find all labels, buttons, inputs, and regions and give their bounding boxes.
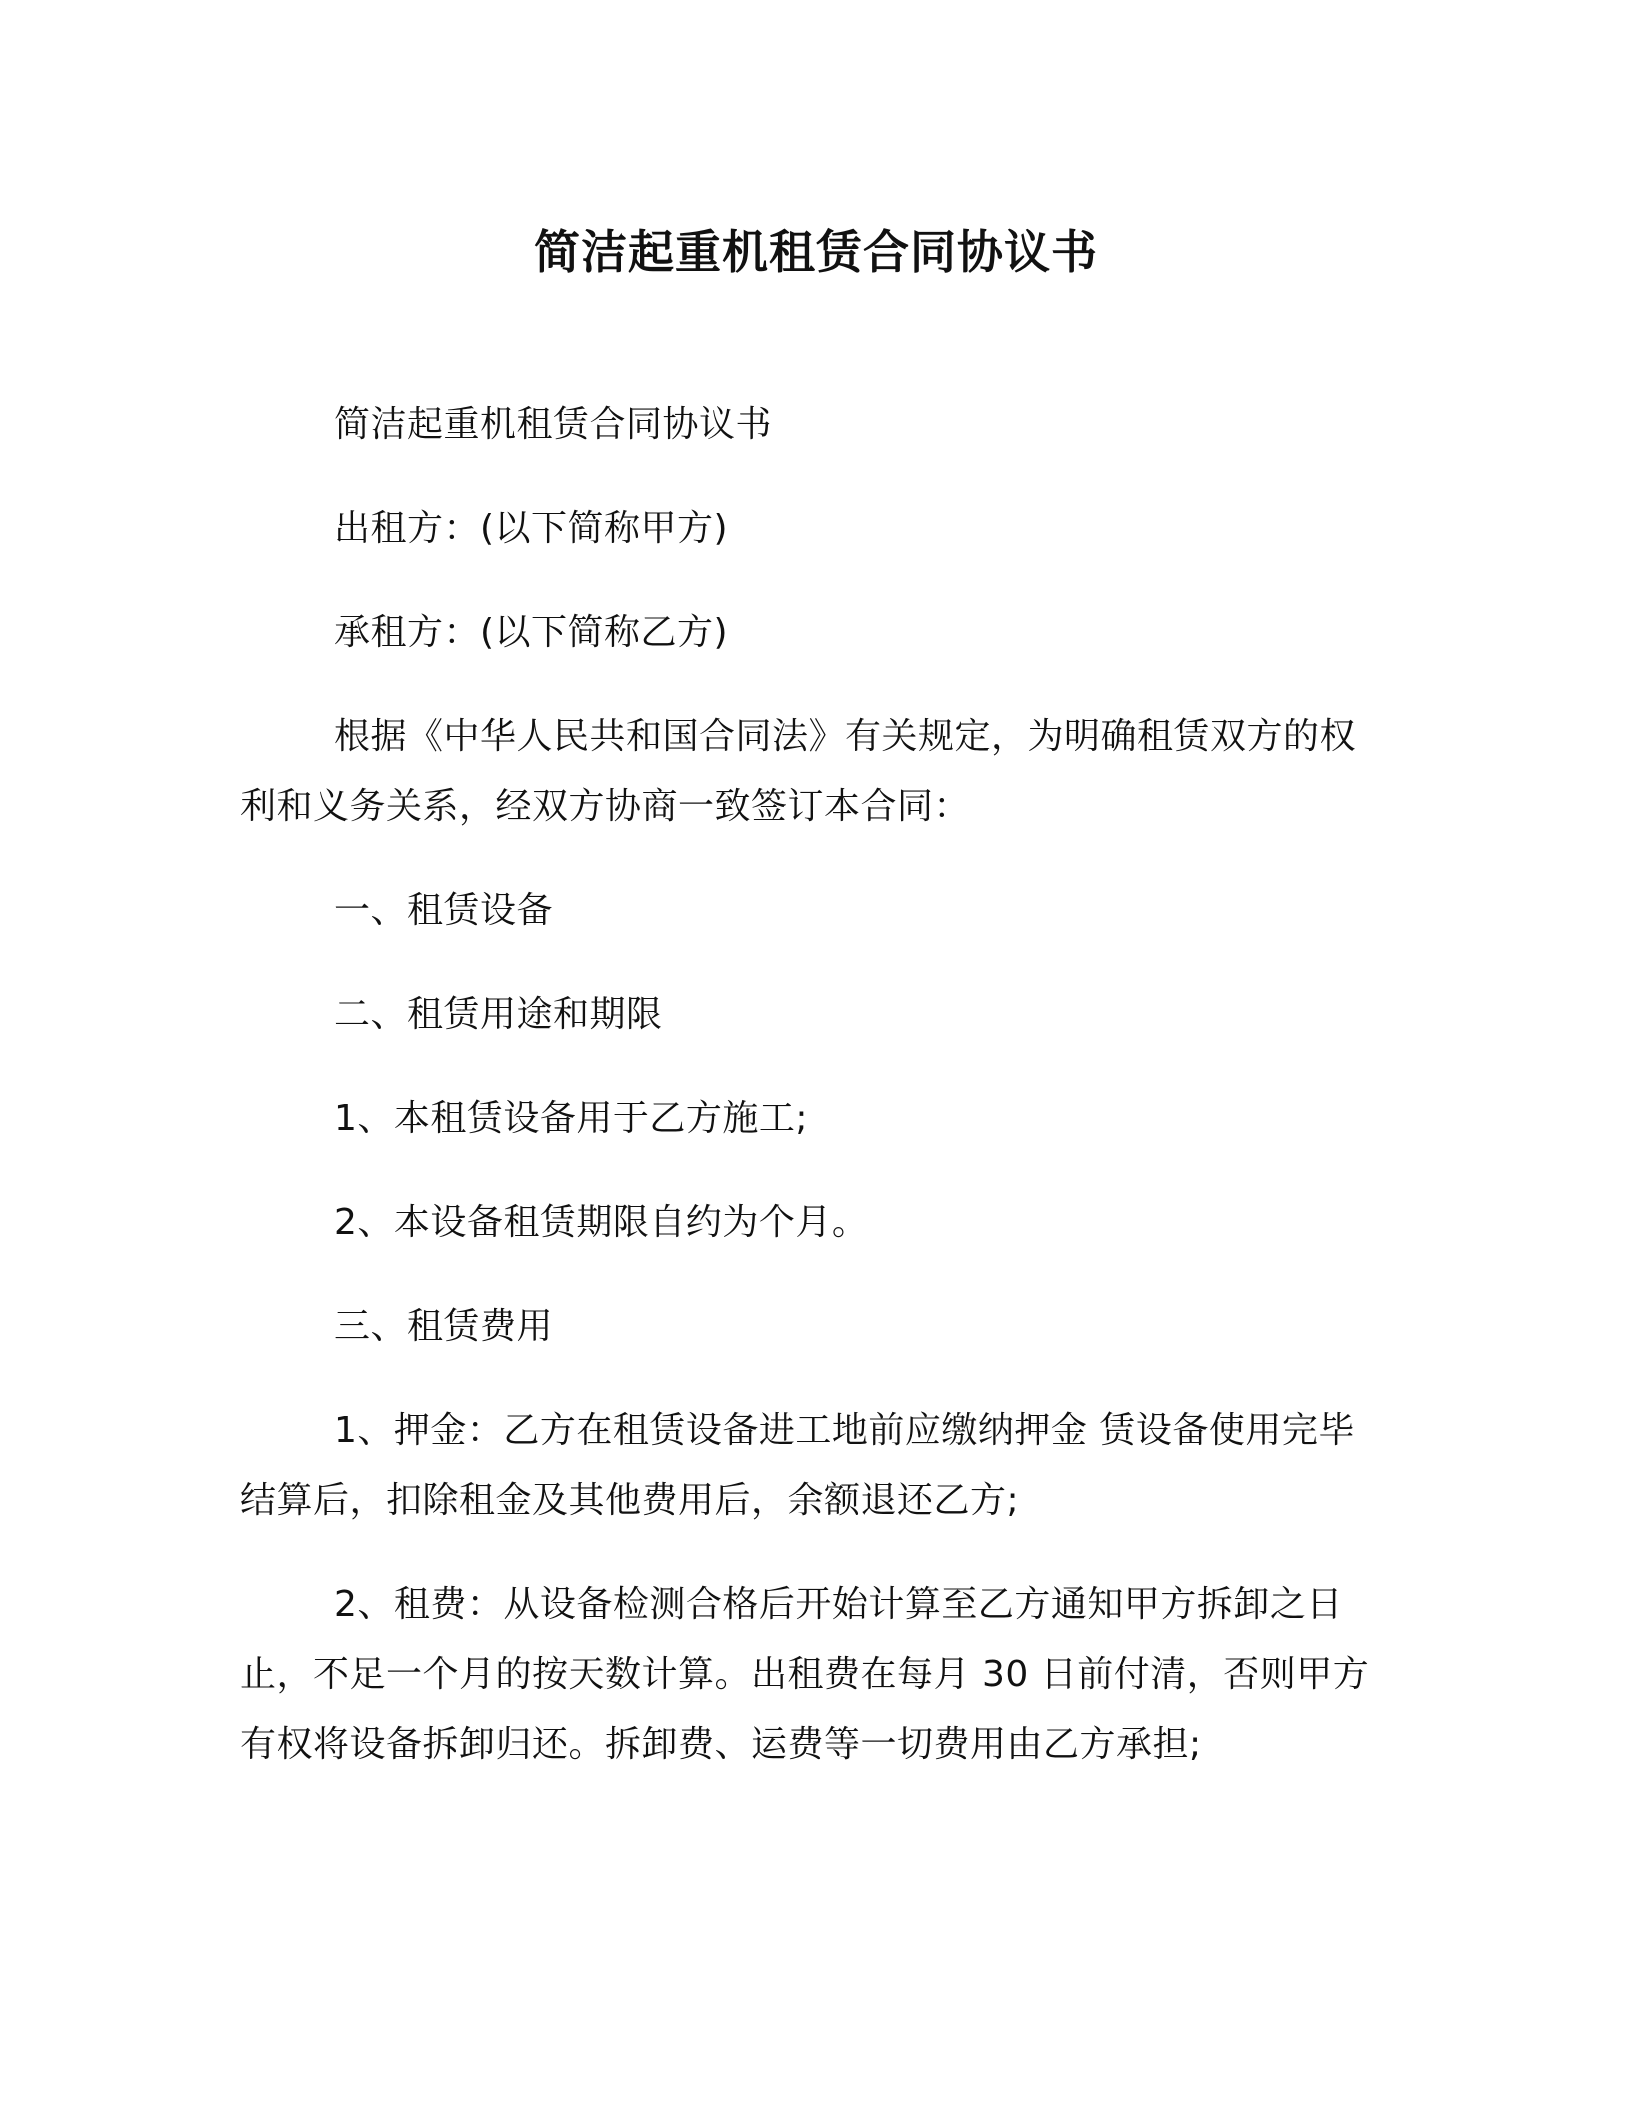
section-heading-fees: 三、租赁费用 — [334, 1306, 554, 1347]
document-title: 简洁起重机租赁合同协议书 — [534, 225, 1098, 279]
section-heading-purpose-term: 二、租赁用途和期限 — [334, 994, 663, 1035]
document-body — [240, 390, 1390, 1780]
paragraph-lessor: 出租方：(以下简称甲方) — [334, 508, 729, 549]
section-heading-equipment: 一、租赁设备 — [334, 890, 554, 931]
clause-term: 2、本设备租赁期限自约为个月。 — [334, 1202, 869, 1243]
clause-deposit: 1、押金：乙方在租赁设备进工地前应缴纳押金 赁设备使用完毕结算后，扣除租金及其他费用后，余额退还乙方; — [240, 1410, 1355, 1521]
clause-purpose: 1、本租赁设备用于乙方施工; — [334, 1098, 809, 1139]
paragraph-lessee: 承租方：(以下简称乙方) — [334, 612, 729, 653]
paragraph-subtitle: 简洁起重机租赁合同协议书 — [334, 404, 773, 445]
paragraph-preamble: 根据《中华人民共和国合同法》有关规定，为明确租赁双方的权利和义务关系，经双方协商一致签订本合同： — [240, 716, 1357, 827]
clause-rent: 2、租费：从设备检测合格后开始计算至乙方通知甲方拆卸之日止，不足一个月的按天数计算。出租费在每月 30 日前付清，否则甲方有权将设备拆卸归还。拆卸费、运费等一切费用由乙方承担; — [240, 1584, 1370, 1765]
